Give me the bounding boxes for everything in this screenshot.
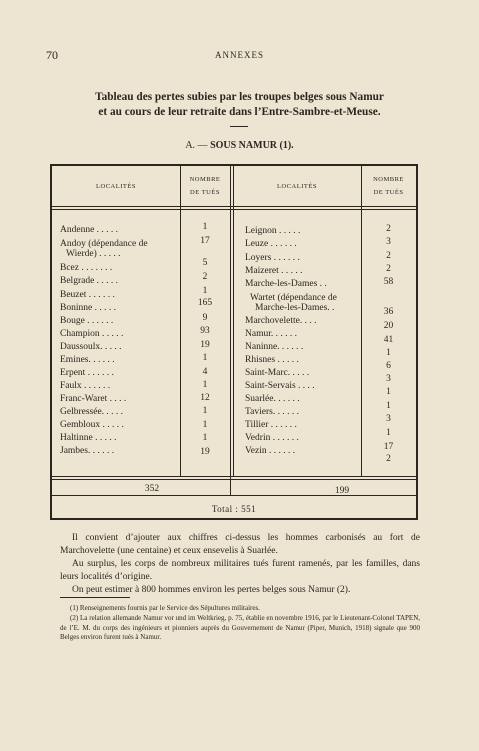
count-left: 93 xyxy=(200,326,210,336)
count-left: 1 xyxy=(202,222,208,232)
count-right: 3 xyxy=(386,374,391,384)
locality-left: Franc-Waret . . . . xyxy=(60,394,127,404)
left-subtotal: 352 xyxy=(144,484,160,494)
locality-right: Naninne. . . . . . xyxy=(245,342,304,352)
count-right: 17 xyxy=(383,442,394,452)
count-right: 3 xyxy=(386,237,391,247)
locality-left: Andoy (dépendance de xyxy=(60,239,148,249)
locality-right: Namur. . . . . . xyxy=(245,329,297,339)
losses-table xyxy=(50,164,418,520)
locality-right: Leignon . . . . . xyxy=(245,226,301,236)
paragraph-3: On peut estimer à 800 hommes environ les pertes belges sous Namur (2). xyxy=(72,585,351,595)
count-left: 165 xyxy=(197,298,213,308)
locality-right: Saint-Servais . . . . xyxy=(245,381,315,391)
locality-left: Bcez . . . . . . . xyxy=(60,263,113,273)
locality-left: Beuzet . . . . . . xyxy=(60,290,115,300)
count-right: 2 xyxy=(386,251,391,261)
col-divider-2 xyxy=(230,166,231,495)
count-left: 1 xyxy=(202,353,208,363)
locality-right: Wartet (dépendance de xyxy=(250,293,337,303)
locality-left: Gembloux . . . . . xyxy=(60,420,124,430)
count-left: 5 xyxy=(202,258,208,268)
locality-left: Daussoulx. . . . . xyxy=(60,342,122,352)
footnote-2: (2) La relation allemande Namur vor und im Weltkrieg, p. 75, établie en novembre 1916, par le Lieutenant-Colonel TAPEN, de l’E. M. du corps des ingénieurs et pionniers auprès du Gouvernement de Namur (Piper, Munich, 1918) signale que 900 Belges environ furent tués à Namur. xyxy=(60,614,420,641)
count-left: 1 xyxy=(202,420,208,430)
locality-right: Vedrin . . . . . . xyxy=(245,433,299,443)
count-left: 19 xyxy=(200,447,210,457)
count-left: 1 xyxy=(202,286,208,296)
count-right: 1 xyxy=(386,401,391,411)
count-right: 1 xyxy=(386,428,391,438)
count-left: 9 xyxy=(202,313,208,323)
locality-right: Loyers . . . . . . xyxy=(245,253,300,263)
running-header: ANNEXES xyxy=(215,50,264,60)
locality-left: Jambes. . . . . . xyxy=(60,446,115,456)
right-subtotal: 199 xyxy=(334,486,350,496)
count-right: 58 xyxy=(383,277,394,287)
header-nombre-left: NOMBRE DE TUÉS xyxy=(189,176,221,196)
count-right: 2 xyxy=(386,224,391,234)
count-left: 2 xyxy=(202,272,208,282)
locality-left: Gelbressée. . . . . xyxy=(60,407,124,417)
header-localites-left: LOCALITÉS xyxy=(96,183,136,190)
section-subtitle xyxy=(0,140,479,151)
locality-right: Leuze . . . . . . xyxy=(245,239,297,249)
count-left: 19 xyxy=(200,340,210,350)
count-right: 41 xyxy=(383,335,394,345)
locality-right: Saint-Marc. . . . . xyxy=(245,368,310,378)
body-bottom-rule xyxy=(52,476,416,477)
subtitle-bold: SOUS NAMUR (1). xyxy=(210,140,294,151)
locality-left: Faulx . . . . . . xyxy=(60,381,111,391)
locality-left: Andenne . . . . . xyxy=(60,225,119,235)
locality-right: Marchovelette. . . . xyxy=(245,316,317,326)
locality-right: Rhisnes . . . . . xyxy=(245,355,299,365)
footnote-1: (1) Renseignements fournis par le Service des Sépultures militaires. xyxy=(70,604,260,612)
locality-right: Suarlée. . . . . . xyxy=(245,394,300,404)
count-right: 3 xyxy=(386,414,391,424)
locality-left: Emines. . . . . . xyxy=(60,355,115,365)
grand-total: Total : 551 xyxy=(211,504,257,514)
header-localites-right: LOCALITÉS xyxy=(277,183,317,190)
locality-right: Marche-les-Dames. . xyxy=(255,303,335,313)
locality-left: Erpent . . . . . . xyxy=(60,368,114,378)
locality-left: Bouge . . . . . . xyxy=(60,316,114,326)
title-line-1: Tableau des pertes subies par les troupes belges sous Namur xyxy=(95,91,384,103)
paragraph-1: Il convient d’ajouter aux chiffres ci-dessus les hommes carbonisés au fort de Marchovelette (une centaine) et ceux ensevelis à Suarlée. xyxy=(60,533,420,556)
locality-left: Wierde) . . . . . xyxy=(66,249,121,259)
locality-right: Vezin . . . . . . xyxy=(245,446,296,456)
count-left: 1 xyxy=(202,380,208,390)
locality-right: Marche-les-Dames . . xyxy=(245,279,327,289)
paragraph xyxy=(60,532,420,597)
locality-left: Boninne . . . . . xyxy=(60,303,116,313)
locality-right: Maizeret . . . . . xyxy=(245,266,303,276)
footnote-rule xyxy=(60,597,130,598)
locality-left: Champion . . . . . xyxy=(60,329,124,339)
table-title xyxy=(40,90,439,120)
count-left: 1 xyxy=(202,433,208,443)
header-nombre-right: NOMBRE DE TUÉS xyxy=(373,176,404,196)
locality-right: Taviers. . . . . . xyxy=(245,407,299,417)
title-rule xyxy=(230,126,248,127)
locality-left: Haltinne . . . . . xyxy=(60,433,117,443)
count-left: 17 xyxy=(200,236,210,246)
col-divider-2b xyxy=(233,166,234,476)
count-right: 20 xyxy=(383,321,394,331)
locality-left: Belgrade . . . . . xyxy=(60,276,119,286)
count-right: 1 xyxy=(386,387,391,397)
count-right: 2 xyxy=(386,264,391,274)
count-right: 6 xyxy=(386,361,391,371)
count-left: 12 xyxy=(200,393,210,403)
title-line-2: et au cours de leur retraite dans l’Entre-Sambre-et-Meuse. xyxy=(98,106,381,118)
locality-right: Tillier . . . . . . xyxy=(245,420,297,430)
count-left: 1 xyxy=(202,406,208,416)
count-right: 36 xyxy=(383,307,394,317)
count-right: 2 xyxy=(386,454,391,464)
body-bottom-rule-double xyxy=(52,479,416,480)
subtitle-prefix: A. — xyxy=(185,140,208,151)
paragraph-2: Au surplus, les corps de nombreux militaires tués furent ramenés, par les familles, dans leurs localités d’origine. xyxy=(60,559,420,582)
page-number: 70 xyxy=(46,48,58,62)
count-left: 4 xyxy=(202,367,208,377)
count-right: 1 xyxy=(386,348,391,358)
